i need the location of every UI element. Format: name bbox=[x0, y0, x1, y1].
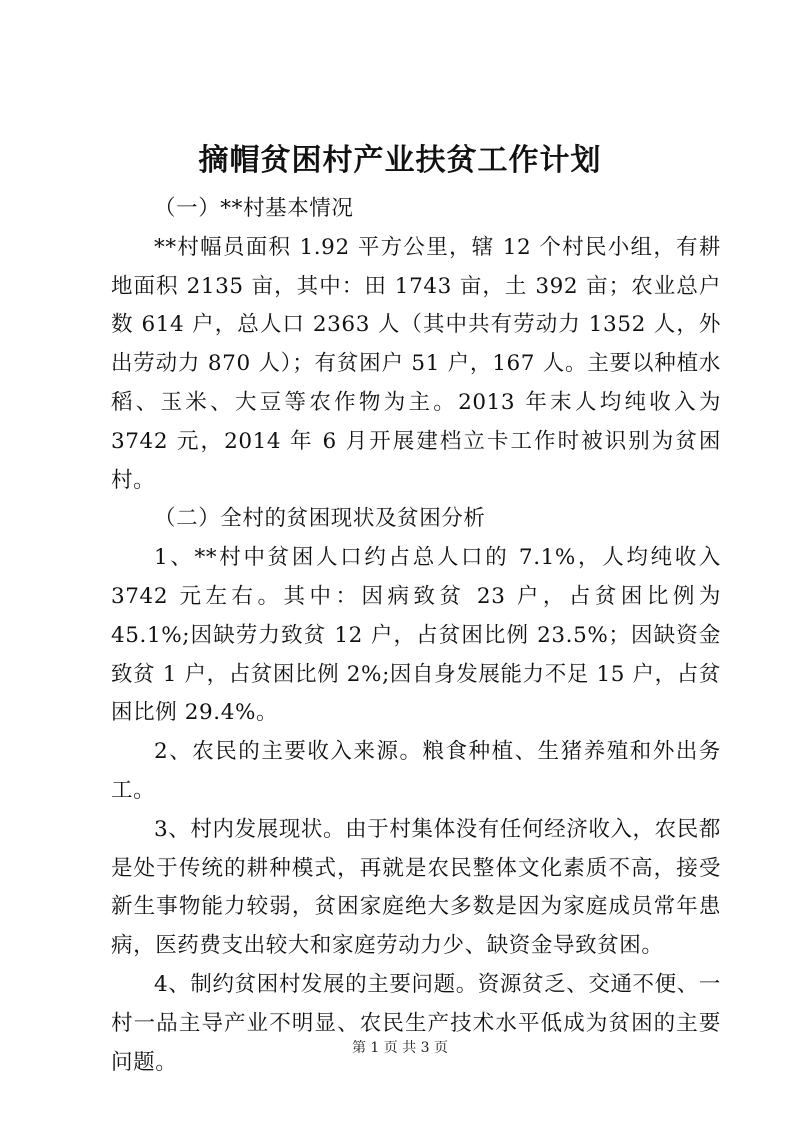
document-title: 摘帽贫困村产业扶贫工作计划 bbox=[198, 143, 602, 178]
paragraph-poverty-ratio: 1、**村中贫困人口约占总人口的 7.1%，人均纯收入 3742 元左右。其中：因病致贫 23 户，占贫困比例为 45.1%;因缺劳力致贫 12 户，占贫困比例 23.5%；因缺资金致贫 1 户，占贫困比例 2%;因自身发展能力不足 15 户，占贫困比例 29.4%。 bbox=[111, 545, 721, 726]
paragraph-village-overview: **村幅员面积 1.92 平方公里，辖 12 个村民小组，有耕地面积 2135 亩，其中：田 1743 亩，土 392 亩；农业总户数 614 户，总人口 2363 人（其中共有劳动力 1352 人，外出劳动力 870 人）；有贫困户 51 户，167 人。主要以种植水稻、玉米、大豆等农作物为主。2013 年末人均纯收入为 3742 元，2014 年 6 月开展建档立卡工作时被识别为贫困村。 bbox=[111, 234, 721, 493]
page-footer: 第 1 页 共 3 页 bbox=[351, 1040, 449, 1056]
document-body bbox=[111, 190, 721, 1082]
paragraph-main-problems: 4、制约贫困村发展的主要问题。资源贫乏、交通不便、一村一品主导产业不明显、农民生产技术水平低成为贫困的主要问题。 bbox=[111, 971, 721, 1075]
paragraph-development-status: 3、村内发展现状。由于村集体没有任何经济收入，农民都是处于传统的耕种模式，再就是农民整体文化素质不高，接受新生事物能力较弱，贫困家庭绝大多数是因为家庭成员常年患病，医药费支出较大和家庭劳动力少、缺资金导致贫困。 bbox=[111, 816, 721, 959]
paragraph-income-sources: 2、农民的主要收入来源。粮食种植、生猪养殖和外出务工。 bbox=[111, 739, 721, 803]
section-heading-poverty-analysis: （二）全村的贫困现状及贫困分析 bbox=[154, 506, 486, 532]
section-heading-basic-info: （一）**村基本情况 bbox=[154, 196, 354, 221]
